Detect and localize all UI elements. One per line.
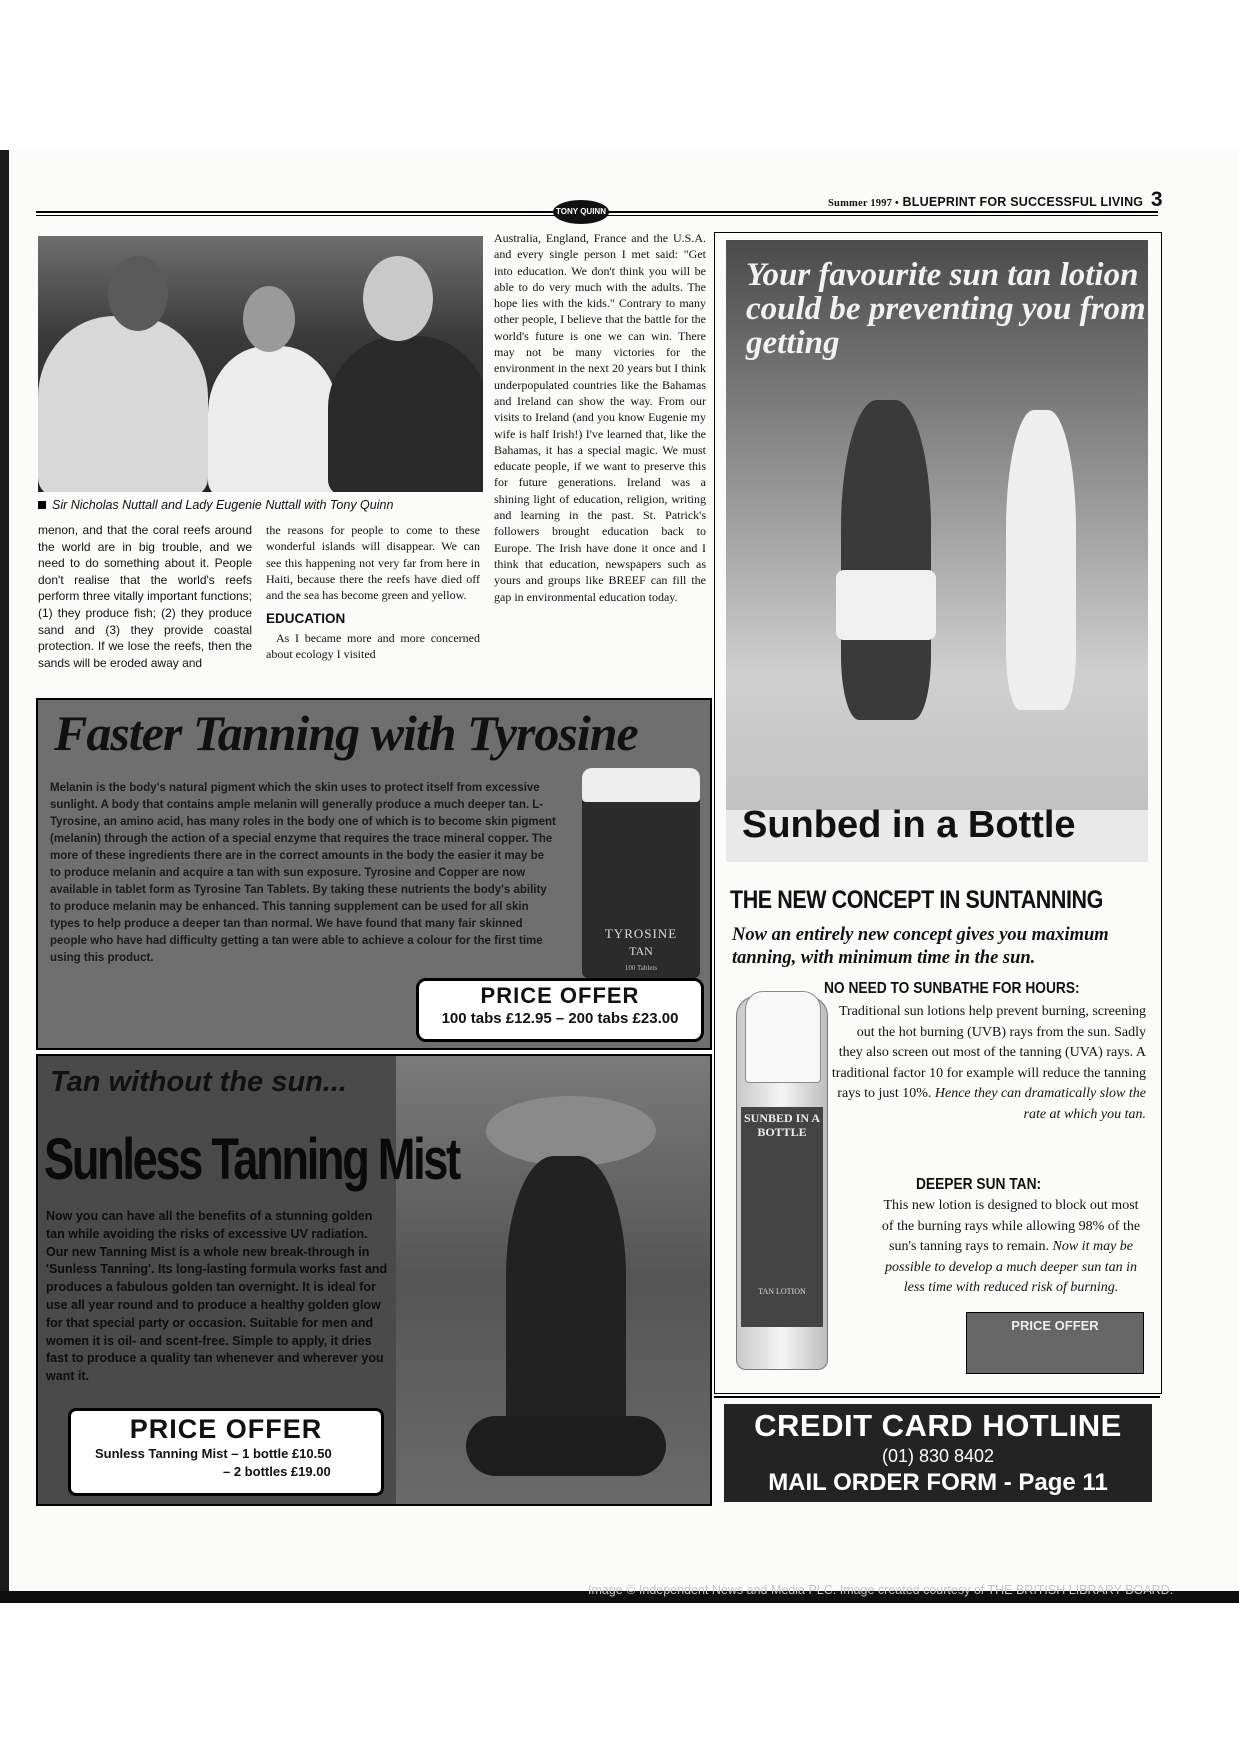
mist-photo-legs bbox=[466, 1416, 666, 1476]
masthead-season: Summer 1997 • bbox=[828, 198, 899, 209]
jar-label-2: TAN bbox=[629, 944, 653, 958]
new-concept-subheading: Now an entirely new concept gives you maximum tanning, with minimum time in the sun. bbox=[732, 925, 1109, 968]
mist-offer-title: PRICE OFFER bbox=[129, 1414, 323, 1444]
photo-figure-left bbox=[38, 316, 208, 492]
tyrosine-ad-body: Melanin is the body's natural pigment which the skin uses to protect itself from excessive sunlight. A body that contains ample melanin will generally produce a much deeper tan. L-Tyrosine, an amino acid, has many roles in the body one of which is to become skin pigment (melanin) through the action of a special enzyme that requires the trace mineral copper. The more of these ingredients there are in the correct amounts in the body the easier it may be to produce melanin and acquire a tan with sun exposure. Tyrosine and Copper are now available in tablet form as Tyrosine Tan Tablets. By taking these nutrients the body's ability to produce melanin may be enhanced. This tanning supplement can be used for all skin types to help produce a deeper tan than normal. We have found that many fair skinned people who have had difficulty getting a tan were able to achieve a colour for the first time using this product. bbox=[50, 782, 556, 964]
hotline-phone: (01) 830 8402 bbox=[881, 1446, 995, 1466]
deeper-tan-heading: DEEPER SUN TAN: bbox=[916, 1176, 1042, 1193]
bottle-label-small: TAN LOTION bbox=[758, 1287, 806, 1296]
bottle-cap bbox=[745, 991, 821, 1083]
article-column-3: Australia, England, France and the U.S.A. and every single person I met said: "Get into education. We don't think you will be able to do very much with the adults. The hope lies with the kids." Contrary to many other people, I believe that the battle for the world's future is one we can win. There may not be many victories for the environment in the next 20 years but I think underpopulated countries like the Bahamas and Ireland can show the way. From our visits to Ireland (and you know Eugenie my wife is half Irish!) I've learned that, like the Bahamas, it has a special magic. We must educate people, if we want to preserve this for future generations. Ireland was a shining light of education, religion, writing and learning in the past. St. Patrick's followers brought education back to Europe. The Irish have done it once and I think that education, newspapers such as yours and groups like BREEF can fill the gap in environmental education today. bbox=[494, 231, 706, 604]
sunbed-in-a-bottle-title: Sunbed in a Bottle bbox=[742, 804, 1076, 846]
beach-man-figure bbox=[841, 400, 931, 720]
education-heading: EDUCATION bbox=[266, 611, 346, 627]
photo-figure-right bbox=[328, 336, 483, 492]
no-need-text bbox=[830, 1002, 1146, 1125]
mail-order-form-ref: MAIL ORDER FORM - Page 11 bbox=[768, 1469, 1108, 1496]
mist-offer-row-2: – 2 bottles £19.00 bbox=[223, 1464, 331, 1479]
mist-price-offer bbox=[68, 1408, 384, 1496]
tyrosine-advert bbox=[36, 698, 712, 1050]
image-credit: Image © Independent News and Media PLC. Image created courtesy of THE BRITISH LIBRARY BOARD. bbox=[588, 1583, 1174, 1597]
caption-bullet-icon bbox=[38, 501, 46, 509]
article-column-1: menon, and that the coral reefs around the world are in big trouble, and we need to do something about it. People don't realise that the world's reefs perform three vitally important functions; (1) they produce fish; (2) they produce sand and (3) they provide coastal protection. If we lose the reefs, then the sands will be eroded away and bbox=[38, 523, 252, 670]
photo-head-middle bbox=[243, 286, 295, 352]
mist-photo-figure bbox=[506, 1156, 626, 1456]
beach-man-shorts bbox=[836, 570, 936, 640]
masthead bbox=[828, 188, 1163, 212]
tanning-mist-advert bbox=[36, 1054, 712, 1506]
tyrosine-ad-title: Faster Tanning with Tyrosine bbox=[54, 705, 638, 761]
article-column-2-text-2: As I became more and more concerned about ecology I visited bbox=[266, 630, 480, 662]
tyrosine-offer-title: PRICE OFFER bbox=[480, 983, 640, 1008]
photo-figure-middle bbox=[208, 346, 338, 492]
hotline-title: CREDIT CARD HOTLINE bbox=[754, 1408, 1122, 1443]
mist-ad-title: Sunless Tanning Mist bbox=[44, 1127, 459, 1192]
page-number: 3 bbox=[1150, 188, 1163, 211]
article-column-2-text: the reasons for people to come to these wonderful islands will disappear. We can see this happening not very far from here in Haiti, because there the reefs have died off and the sea has become green and yellow. bbox=[266, 523, 480, 603]
bottle-label-text: SUNBED IN A BOTTLE bbox=[743, 1111, 821, 1139]
hotline-rule bbox=[714, 1396, 1160, 1398]
credit-card-hotline bbox=[724, 1404, 1152, 1502]
photo-caption bbox=[38, 498, 393, 512]
deeper-tan-emphasis: Now it may be possible to develop a much deeper sun tan in less time with reduced risk of burning. bbox=[885, 1239, 1137, 1295]
article-photo bbox=[38, 236, 483, 492]
mist-ad-photo bbox=[396, 1056, 710, 1504]
mist-ad-body: Now you can have all the benefits of a stunning golden tan while avoiding the risks of excessive UV radiation. Our new Tanning Mist is a whole new break-through in 'Sunless Tanning'. Its long-lasting formula works fast and produces a fabulous golden tan overnight. It is ideal for use all year round and to produce a healthy golden glow for that special party or occasion. Suitable for men and women it is oil- and scent-free. Simple to apply, it dries fast to produce a quality tan whenever and wherever you want it. bbox=[46, 1209, 388, 1384]
new-concept-heading: THE NEW CONCEPT IN SUNTANNING bbox=[730, 886, 1103, 914]
no-need-heading: NO NEED TO SUNBATHE FOR HOURS: bbox=[824, 980, 1080, 997]
photo-head-right bbox=[363, 256, 433, 341]
article-column-2 bbox=[266, 522, 480, 662]
no-need-body: Traditional sun lotions help prevent burning, screening out the hot burning (UVB) rays from the sun. Sadly they also screen out most of the tanning (UVA) rays. A traditional factor 10 for example will reduce the tanning rays to just 10%. bbox=[831, 1004, 1146, 1101]
tyrosine-offer-prices: 100 tabs £12.95 – 200 tabs £23.00 bbox=[441, 1010, 679, 1027]
tyrosine-price-offer bbox=[416, 978, 704, 1042]
jar-label: TYROSINE bbox=[604, 926, 678, 941]
scan-edge bbox=[0, 150, 9, 1595]
mist-offer-row-1: Sunless Tanning Mist – 1 bottle £10.50 bbox=[95, 1446, 332, 1461]
beach-woman-figure bbox=[1006, 410, 1076, 710]
sunbed-price-offer: PRICE OFFER bbox=[966, 1312, 1144, 1374]
sunbed-advert-photo bbox=[726, 240, 1148, 862]
jar-cap bbox=[582, 768, 700, 802]
deeper-tan-body: This new lotion is designed to block out most of the burning rays while allowing 98% of the sun's tanning rays to remain. bbox=[881, 1198, 1141, 1254]
jar-label-3: 100 Tablets bbox=[624, 964, 658, 972]
sunbed-ad-headline: Your favourite sun tan lotion could be preventing you from getting bbox=[746, 257, 1146, 361]
tyrosine-jar-image bbox=[582, 778, 700, 978]
mist-ad-tagline: Tan without the sun... bbox=[50, 1066, 347, 1098]
scan-margin-top bbox=[0, 0, 1239, 148]
tony-quinn-logo: TONY QUINN bbox=[553, 200, 609, 224]
sunbed-bottle-image bbox=[736, 996, 828, 1370]
deeper-tan-text bbox=[876, 1196, 1146, 1299]
photo-head-left bbox=[108, 256, 168, 331]
masthead-title: BLUEPRINT FOR SUCCESSFUL LIVING bbox=[902, 195, 1144, 209]
photo-caption-text: Sir Nicholas Nuttall and Lady Eugenie Nuttall with Tony Quinn bbox=[52, 498, 394, 512]
no-need-emphasis: Hence they can dramatically slow the rate at which you tan. bbox=[934, 1086, 1146, 1122]
